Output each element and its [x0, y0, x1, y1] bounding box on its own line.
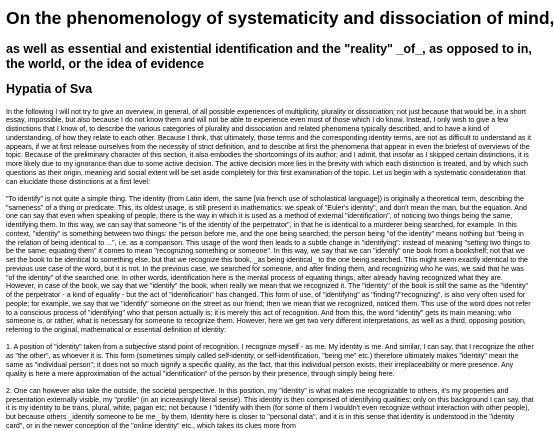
paragraph-identity: "To identify" is not quite a simple thing. The identity (from Latin idem, the same [via french use of scholastical language]) is originally a theoretical term, describing the "sameness" of a thing or predicate. This, its oldest usage, is still present in mathematics: we speak of "Euler's identity", and don't mean the man, but the equation. And one can say that even when speaking of people, there is the way in which it is used as a method of external "identification", of noticing two things being the same, identifying them. In this way, we can say that someone "is of the identity of the perpetrator", in that he is identical to a murderer being searched, for example. In this context, "identity" is something between two things: the person before me, and the one being searched; the person being "of the identity" means nothing but "being in the relation of being identical to ...", i.e. as a comparison. This usage of the word then leads to a subtle change in "identifying": instead of meaning "setting two things to be the same; equating them" it comes to mean "recognizing something or someone". In this way, we say that we can "identify" one book from a bookshelf; not that we set the book to be identical to something else, but that we recognize this book, _as being identical_ to the one being searched. This might seem exactly identical to the previous use case of the word, but it is not. In the previous case, we searched for someone, and after finding them, and recognizing who he was, we said that he was "of the identity" of the searched one. In other words, identification here is the mental process of equating things, after already having recognized what they are. However, in case of the book, we say that we "identify" the book, when really we mean that we recognized it. The "identity" of the book is still the same as the "identity" of the perpetrator - a kind of equality - but the act of "identification" has changed. This form of use, of "identifying" as "finding"/"recognizing", is also very often used for people; for example, we say that we "identify" someone on the street as our friend; then we mean that we recognized, noticed them. This use of the word does not refer to a conscious process of "identifying" who that person actually is; it is merely this act of recognition. And from this, the word "identity" gets its main meaning: who someone is, or rather, what is necessary for someone to recognize them. However, here we get two very different interpretations, as well as a third, opposing position, referring to the original, mathematical or essential definition of identity: [6, 194, 531, 334]
document-title: On the phenomenology of systematicity and dissociation of mind, [6, 8, 554, 28]
paragraph-position-two: 2. One can however also take the outside, the societal perspective. In this position, my "identity" is what makes me recognizable to others, it's my properties and presentation externally visible, my "profile" (in an increasingly literal sense). This identity is then comprised of identifying qualities; only on this background I can say, that it is my identity to be trans, plural, white, pagan etc; not because I "identify with them (for some of them I wouldn't even recognize without interaction with other people), but because others _identify someone to be me_ by them. Identity here is closer to "personal data", and it is in this sense that identity is understood in the "identity card", or in the newer conception of the "online identity" etc., which takes its clues more from [6, 386, 534, 430]
paragraph-position-one: 1. A position of "identity" taken from a subjective stand point of recognition. I recognize myself - as me. My identity is me. And similar, I can say, that I recognize the other as "the other", as whoever it is. This form (sometimes simply called self-identity, or self-identification, "being me" etc.) therefore ultimately makes "identity" mean the same as "individual person"; it does not so much signify a specific quality, as the fact, that this individual person exists, their irreplaceability or mere presence. Any quality is here a mere approximation of the actual "identification" of the person by their presence, through simply being here. [6, 343, 534, 378]
document-author: Hypatia of Sva [6, 82, 93, 96]
document-subtitle: as well as essential and existential identification and the "reality" _of_, as opposed to in, the world, or the idea of evidence [6, 42, 532, 71]
paragraph-intro: In the following I will not try to give an overview, in general, of all possible experiences of multiplicity, plurality or dissociation; not just because that would be, in a short essay, impossible, but also because I do not know them and will not be able to experience even most of those which I do know. Instead, I only wish to give a few distinctions that I know of, to describe the various categories of plurality and dissociation and related phenomena typically described, and to have a kind of understanding, of how they relate to each other. Because I think, that ultimately, those terms and the corresponding identity terms, are not as difficult to understand as it appears, if we at first release ourselves from the necessity of strict definition, and to describe at first the phenomena that appear in even the briefest of overviews of the topic. Because of the preliminary character of this section, it also embodies the shortcomings of its author; and I admit, that insofar as I skipped certain distinctions, it is more likely due to my ignorance than due to some active decision. The active decision more lies in the brevity with which each distinction is treated, and by which such questions as their origin, meaning and social extent will be set aside completely for this first examination of the topic. Let us begin with a systematic consideration that can elucidate those distinctions at a first level: [6, 107, 531, 186]
